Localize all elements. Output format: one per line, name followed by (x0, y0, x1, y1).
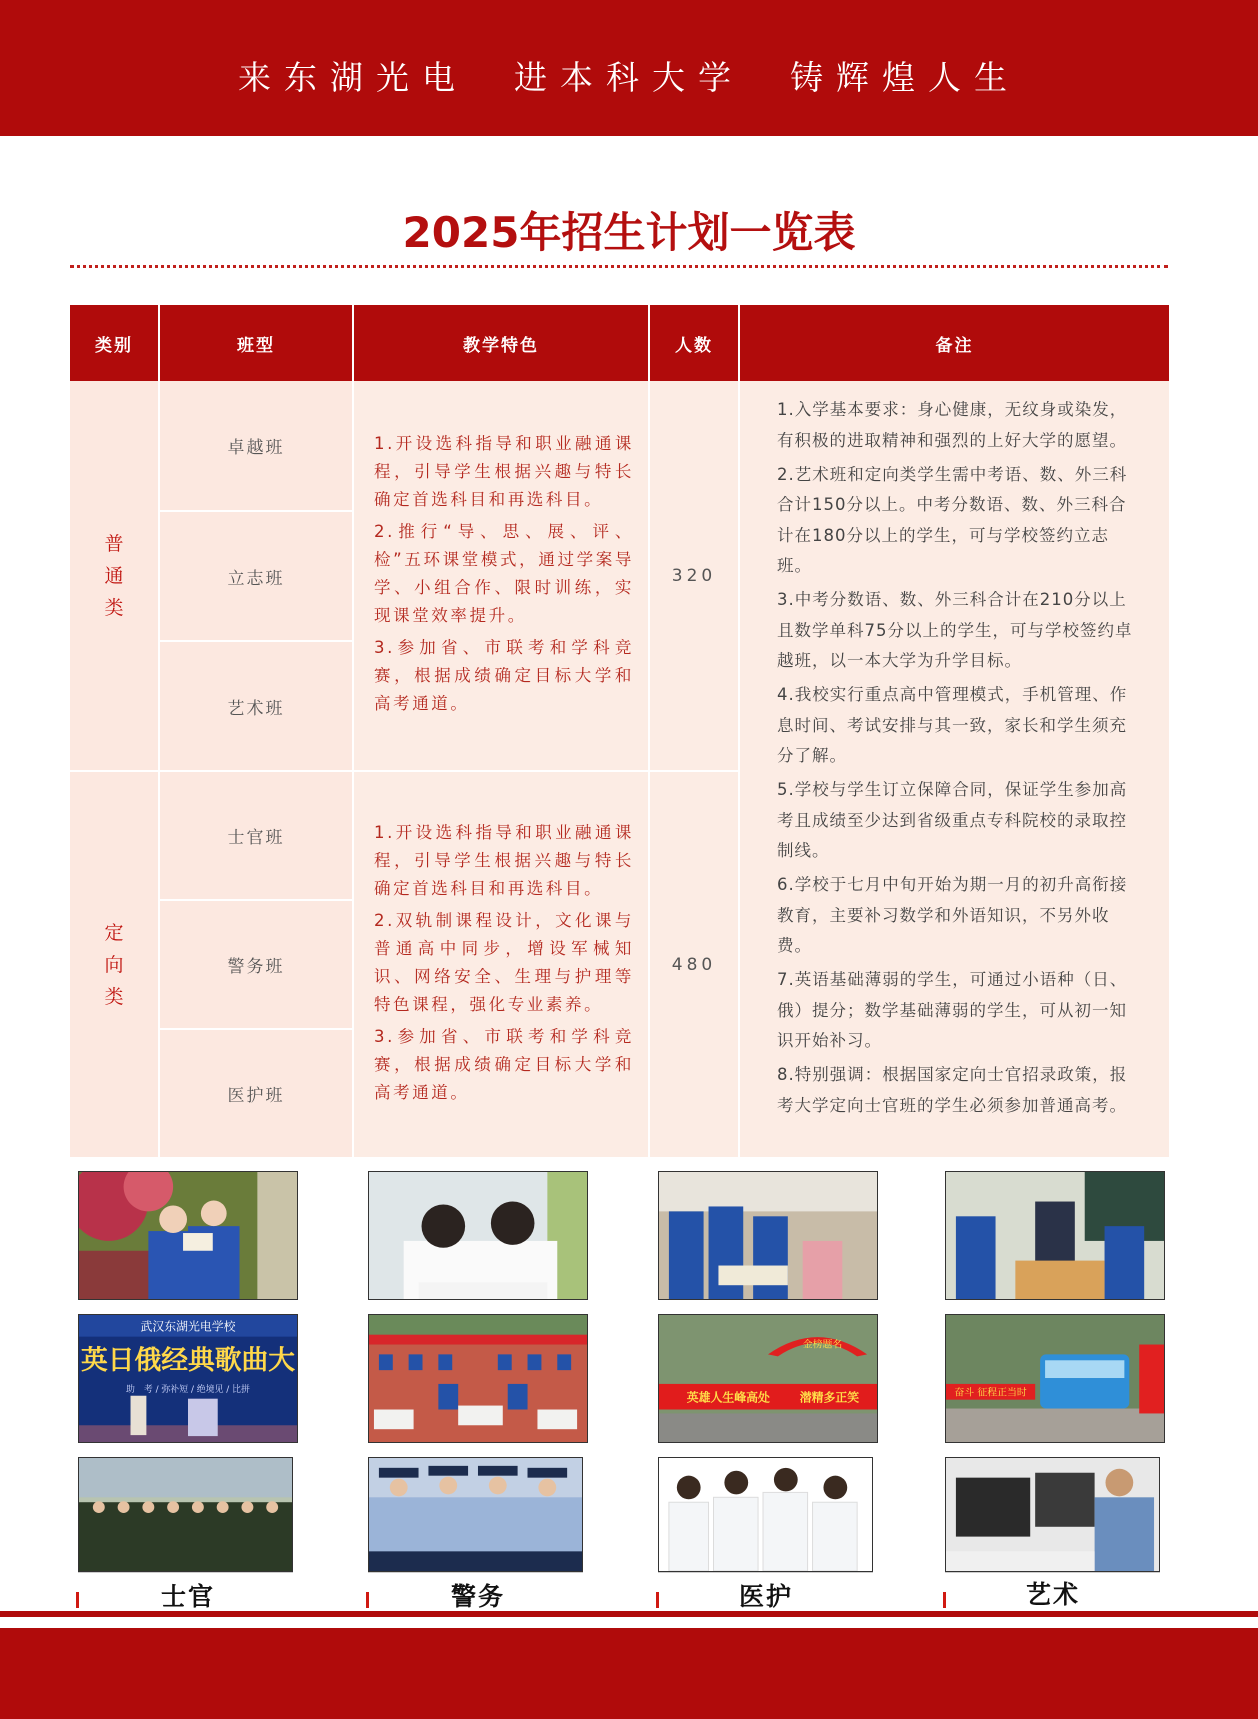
photo-police-officers (368, 1457, 583, 1572)
count-general: 320 (650, 381, 738, 770)
top-slogan: 来东湖光电 进本科大学 铸辉煌人生 (238, 58, 1020, 97)
category-directed: 定 向 类 (70, 772, 158, 1157)
note-item: 4.我校实行重点高中管理模式，手机管理、作息时间、考试安排与其一致，家长和学生须充分了解。 (777, 685, 1128, 765)
footer-rule (0, 1611, 1258, 1617)
photo-bus-departure (945, 1314, 1165, 1443)
photo-nco-soldiers (78, 1457, 293, 1572)
class-police: 警务班 (160, 901, 352, 1028)
photo-outdoor-exam (368, 1314, 588, 1443)
school-banner-text: 武汉东湖光电学校 (140, 1319, 236, 1334)
photo-parade (658, 1314, 878, 1443)
note-item: 5.学校与学生订立保障合同，保证学生参加高考且成绩至少达到省级重点专科院校的录取控制线。 (777, 780, 1128, 860)
parade-banner-text: 潜精多正笑 (799, 1390, 860, 1405)
note-item: 3.中考分数语、数、外三科合计在210分以上且数学单科75分以上的学生，可与学校签约卓越班，以一本大学为升学目标。 (777, 590, 1133, 670)
title-divider (70, 265, 1168, 268)
feature-item: 3.参加省、市联考和学科竞赛，根据成绩确定目标大学和高考通道。 (374, 637, 634, 713)
category-general: 普 通 类 (70, 381, 158, 770)
photo-students-reading (78, 1171, 298, 1300)
features-general (354, 381, 648, 770)
top-banner (0, 0, 1258, 136)
photo-singing-contest (78, 1314, 298, 1443)
count-directed: 480 (650, 772, 738, 1157)
event-sub-text: 助 考 / 弥补短 / 绝境见 / 比拼 (126, 1384, 250, 1395)
caption-nco: 士官 (160, 1582, 215, 1611)
header-count: 人数 (650, 305, 738, 381)
feature-item: 1.开设选科指导和职业融通课程，引导学生根据兴趣与特长确定首选科目和再选科目。 (374, 822, 634, 898)
class-nursing: 医护班 (160, 1030, 352, 1157)
feature-item: 1.开设选科指导和职业融通课程，引导学生根据兴趣与特长确定首选科目和再选科目。 (374, 433, 634, 509)
class-ambition: 立志班 (160, 512, 352, 640)
enrollment-table (70, 305, 1169, 1157)
caption-rule (368, 1572, 583, 1573)
header-features: 教学特色 (354, 305, 648, 381)
event-title-text: 英日俄经典歌曲大 (81, 1345, 295, 1377)
class-excellence: 卓越班 (160, 381, 352, 510)
photo-classroom-teacher (945, 1171, 1165, 1300)
parade-banner-text: 英雄人生峰高处 (686, 1390, 770, 1405)
notes-column (740, 381, 1169, 1157)
caption-police: 警务 (450, 1582, 505, 1611)
note-item: 1.入学基本要求：身心健康，无纹身或染发，有积极的进取精神和强烈的上好大学的愿望。 (777, 400, 1128, 450)
photo-group-activity (658, 1171, 878, 1300)
feature-item: 2.双轨制课程设计，文化课与普通高中同步，增设军械知识、网络安全、生理与护理等特色课程，强化专业素养。 (374, 910, 634, 1014)
photo-art-design (945, 1457, 1160, 1572)
note-item: 8.特别强调：根据国家定向士官招录政策，报考大学定向士官班的学生必须参加普通高考。 (777, 1065, 1128, 1115)
photo-students-studying (368, 1171, 588, 1300)
header-class-type: 班型 (160, 305, 352, 381)
footer-banner (0, 1628, 1258, 1719)
page-title: 2025年招生计划一览表 (402, 208, 856, 257)
arch-banner-text: 金榜题名 (802, 1339, 843, 1351)
caption-rule (78, 1572, 293, 1573)
note-item: 6.学校于七月中旬开始为期一月的初升高衔接教育，主要补习数学和外语知识，不另外收费。 (777, 875, 1128, 955)
class-nco: 士官班 (160, 772, 352, 899)
header-notes: 备注 (740, 305, 1169, 381)
class-art: 艺术班 (160, 642, 352, 770)
caption-rule (658, 1572, 873, 1573)
caption-rule (945, 1572, 1160, 1573)
photo-medical-staff (658, 1457, 873, 1572)
header-category: 类别 (70, 305, 158, 381)
feature-item: 3.参加省、市联考和学科竞赛，根据成绩确定目标大学和高考通道。 (374, 1026, 634, 1102)
feature-item: 2.推行“导、思、展、评、检”五环课堂模式，通过学案导学、小组合作、限时训练，实现课堂效率提升。 (374, 521, 634, 625)
note-item: 2.艺术班和定向类学生需中考语、数、外三科合计150分以上。中考分数语、数、外三科合计在180分以上的学生，可与学校签约立志班。 (777, 464, 1128, 575)
features-directed (354, 772, 648, 1157)
caption-nursing: 医护 (738, 1582, 793, 1611)
note-item: 7.英语基础薄弱的学生，可通过小语种（日、俄）提分；数学基础薄弱的学生，可从初一知识开始补习。 (777, 970, 1128, 1050)
bus-banner-text: 奋斗 征程正当时 (954, 1387, 1027, 1399)
caption-art: 艺术 (1025, 1580, 1080, 1609)
